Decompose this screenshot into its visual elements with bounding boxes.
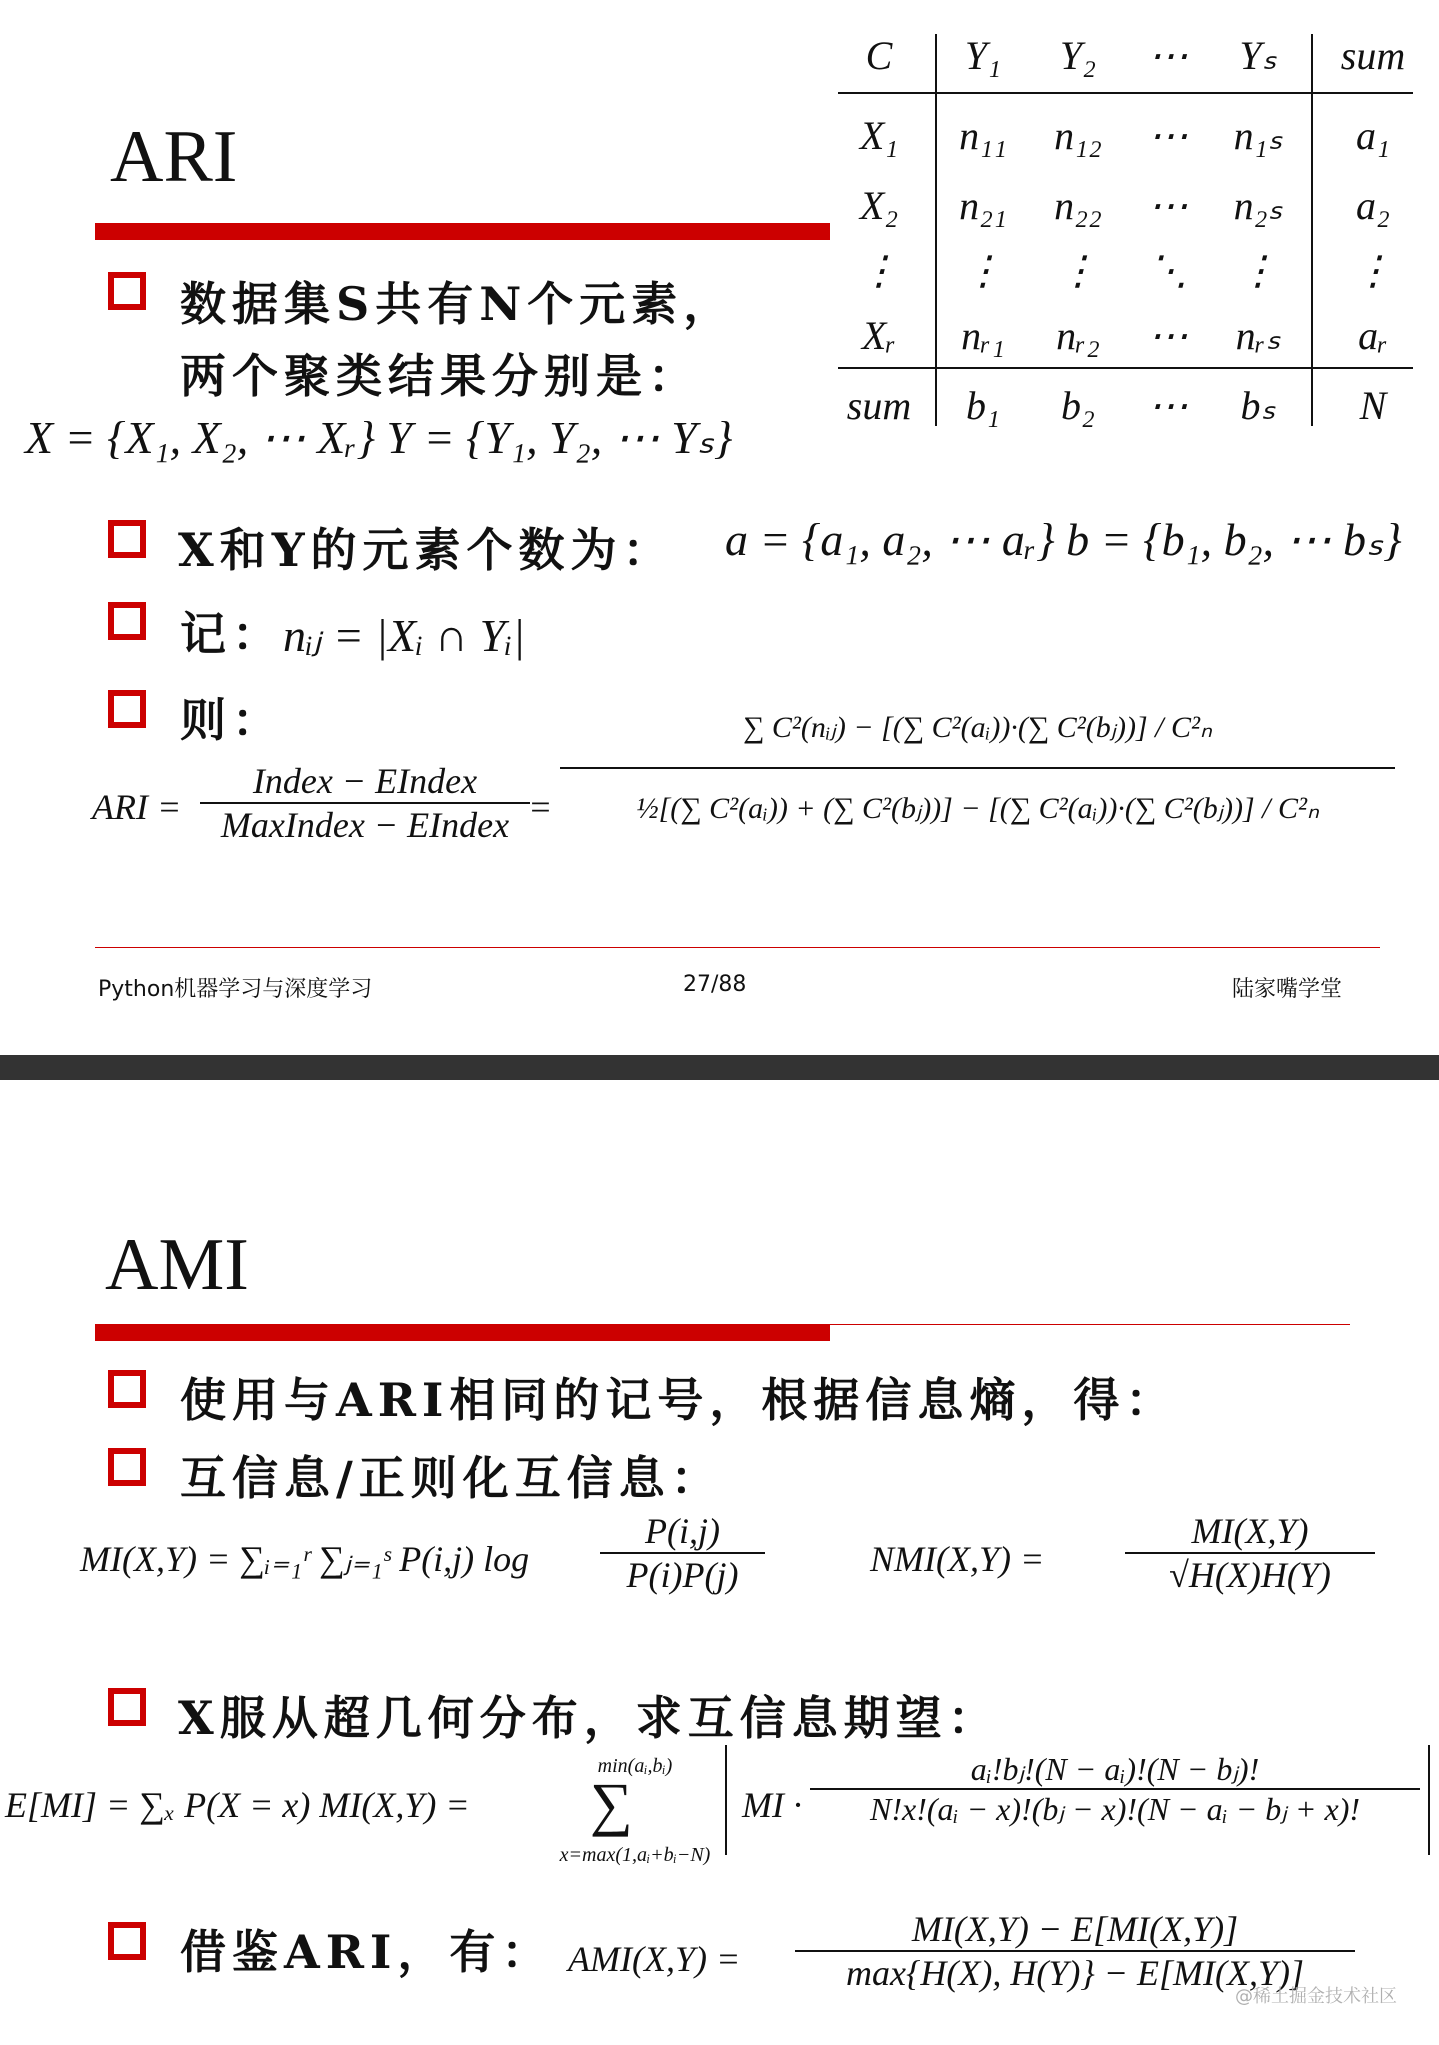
- table-cell: b₂: [1061, 383, 1095, 428]
- ami-denominator: max{H(X), H(Y)} − E[MI(X,Y)]: [846, 1953, 1304, 1993]
- table-cell: ⋯: [1148, 383, 1188, 428]
- emi-sum-symbol: ∑: [590, 1771, 633, 1837]
- slide-title: AMI: [105, 1224, 249, 1306]
- emi-denominator: N!x!(aᵢ − x)!(bⱼ − x)!(N − aᵢ − bⱼ + x)!: [870, 1791, 1360, 1827]
- table-cell: ⋮: [859, 248, 899, 293]
- table-cell: ⋮: [1353, 248, 1393, 293]
- mi-lhs: MI(X,Y) = ∑ᵢ₌₁ʳ ∑ⱼ₌₁ˢ P(i,j) log: [80, 1539, 530, 1579]
- table-cell: ⋱: [1148, 248, 1188, 293]
- emi-numerator: aᵢ!bⱼ!(N − aᵢ)!(N − bⱼ)!: [970, 1751, 1260, 1787]
- table-cell: n₁ₛ: [1233, 113, 1283, 158]
- nmi-denominator: √H(X)H(Y): [1169, 1555, 1331, 1595]
- table-cell: X₂: [859, 183, 899, 228]
- title-underline-bar: [95, 1324, 830, 1341]
- table-cell: a₂: [1356, 183, 1390, 228]
- bullet1-line1: 数据集S共有N个元素，: [180, 277, 736, 331]
- sets-formula: X = {X₁, X₂, ⋯ Xᵣ} Y = {Y₁, Y₂, ⋯ Yₛ}: [25, 412, 733, 463]
- bullet1-text: 使用与ARI相同的记号，根据信息熵，得：: [180, 1373, 1178, 1427]
- table-cell: b₁: [966, 383, 1000, 428]
- footer-course: Python机器学习与深度学习: [98, 977, 373, 1002]
- table-cell: nᵣₛ: [1235, 313, 1281, 358]
- nmi-numerator: MI(X,Y): [1191, 1511, 1309, 1551]
- table-cell: n₂₂: [1054, 183, 1102, 228]
- bullet-square-icon: [108, 690, 146, 728]
- table-cell: nᵣ₂: [1056, 313, 1100, 358]
- table-cell: Yₛ: [1239, 33, 1277, 78]
- watermark: @稀土掘金技术社区: [1235, 1986, 1397, 2007]
- bullet1-line2: 两个聚类结果分别是：: [180, 349, 700, 403]
- footer-school: 陆家嘴学堂: [1232, 977, 1343, 1002]
- bullet2-text: X和Y的元素个数为：: [178, 523, 675, 577]
- contingency-table: [838, 22, 1413, 432]
- table-cell: ⋮: [1058, 248, 1098, 293]
- emi-sum-lower: x=max(1,aᵢ+bᵢ−N): [559, 1844, 711, 1866]
- ari-fraction-2: [560, 700, 1395, 826]
- ami-lhs: AMI(X,Y) =: [568, 1939, 741, 1979]
- table-divider-top: [838, 92, 1413, 94]
- table-cell: ⋮: [1238, 248, 1278, 293]
- emi-lhs: E[MI] = ∑ₓ P(X = x) MI(X,Y) =: [5, 1785, 470, 1825]
- footer-line: [95, 947, 1380, 948]
- bullet-square-icon: [108, 272, 146, 310]
- table-divider-bottom: [838, 367, 1413, 369]
- table-cell: Y₂: [1059, 33, 1097, 78]
- bullet2-formula: a = {a₁, a₂, ⋯ aᵣ} b = {b₁, b₂, ⋯ bₛ}: [725, 514, 1402, 565]
- table-cell: n₁₂: [1054, 113, 1102, 158]
- table-cell: ⋯: [1148, 313, 1188, 358]
- nmi-lhs: NMI(X,Y) =: [870, 1539, 1045, 1579]
- bullet3-text: 记：: [180, 607, 284, 661]
- ami-numerator: MI(X,Y) − E[MI(X,Y)]: [911, 1909, 1239, 1949]
- table-cell: Xᵣ: [861, 313, 897, 358]
- bullet-square-icon: [108, 1922, 146, 1960]
- ari-fraction-1: [200, 760, 530, 846]
- table-cell: sum: [1340, 33, 1406, 78]
- title-underline-bar: [95, 223, 830, 240]
- bullet-square-icon: [108, 1448, 146, 1486]
- emi-mi-factor: MI ·: [742, 1785, 802, 1825]
- bullet4-text: 借鉴ARI，有：: [180, 1925, 554, 1979]
- table-cell: C: [865, 33, 893, 78]
- table-cell: n₁₁: [959, 113, 1007, 158]
- table-cell: bₛ: [1240, 383, 1276, 428]
- emi-sum-upper: min(aᵢ,bᵢ): [597, 1755, 673, 1777]
- bullet2-text: 互信息/正则化互信息：: [180, 1451, 723, 1505]
- emi-fraction: [810, 1750, 1420, 1828]
- title-underline-thin: [830, 1324, 1350, 1325]
- ari-fraction-1-numerator: Index − EIndex: [252, 761, 478, 801]
- mi-fraction: [600, 1510, 765, 1596]
- table-cell: X₁: [859, 113, 899, 158]
- table-cell: N: [1359, 383, 1387, 428]
- table-cell: ⋮: [963, 248, 1003, 293]
- table-cell: aᵣ: [1358, 313, 1388, 358]
- ari-fraction-1-denominator: MaxIndex − EIndex: [220, 805, 510, 845]
- table-cell: n₂₁: [959, 183, 1007, 228]
- table-cell: ⋯: [1148, 113, 1188, 158]
- table-cell: ⋯: [1148, 183, 1188, 228]
- table-cell: a₁: [1356, 113, 1390, 158]
- slide-title: ARI: [110, 116, 238, 198]
- bullet-square-icon: [108, 602, 146, 640]
- footer-page-number: 27/88: [683, 972, 747, 997]
- bullet4-text: 则：: [180, 693, 284, 747]
- slide-separator: [0, 1055, 1439, 1080]
- ari-lhs: ARI =: [92, 787, 182, 827]
- table-cell: ⋯: [1148, 33, 1188, 78]
- nmi-fraction: [1125, 1510, 1375, 1596]
- table-cell: Y₁: [964, 33, 1002, 78]
- ari-fraction-2-denominator: ½[(∑ C²(aᵢ)) + (∑ C²(bⱼ))] − [(∑ C²(aᵢ))·(∑ C²(bⱼ))] / C²ₙ: [636, 792, 1319, 825]
- bullet3-formula: nᵢⱼ = |Xᵢ ∩ Yᵢ|: [283, 610, 526, 661]
- table-cell: nᵣ₁: [961, 313, 1005, 358]
- mi-numerator: P(i,j): [645, 1511, 720, 1551]
- mi-denominator: P(i)P(j): [626, 1555, 739, 1595]
- bullet-square-icon: [108, 1688, 146, 1726]
- bullet-square-icon: [108, 1370, 146, 1408]
- ari-equals: =: [528, 787, 553, 827]
- ari-fraction-2-numerator: ∑ C²(nᵢⱼ) − [(∑ C²(aᵢ))·(∑ C²(bⱼ))] / C²ₙ: [743, 711, 1212, 744]
- bullet-square-icon: [108, 520, 146, 558]
- table-cell: n₂ₛ: [1233, 183, 1283, 228]
- bullet3-text: X服从超几何分布，求互信息期望：: [178, 1691, 1000, 1745]
- table-cell: sum: [846, 383, 912, 428]
- slide-ami: [0, 1080, 1439, 2045]
